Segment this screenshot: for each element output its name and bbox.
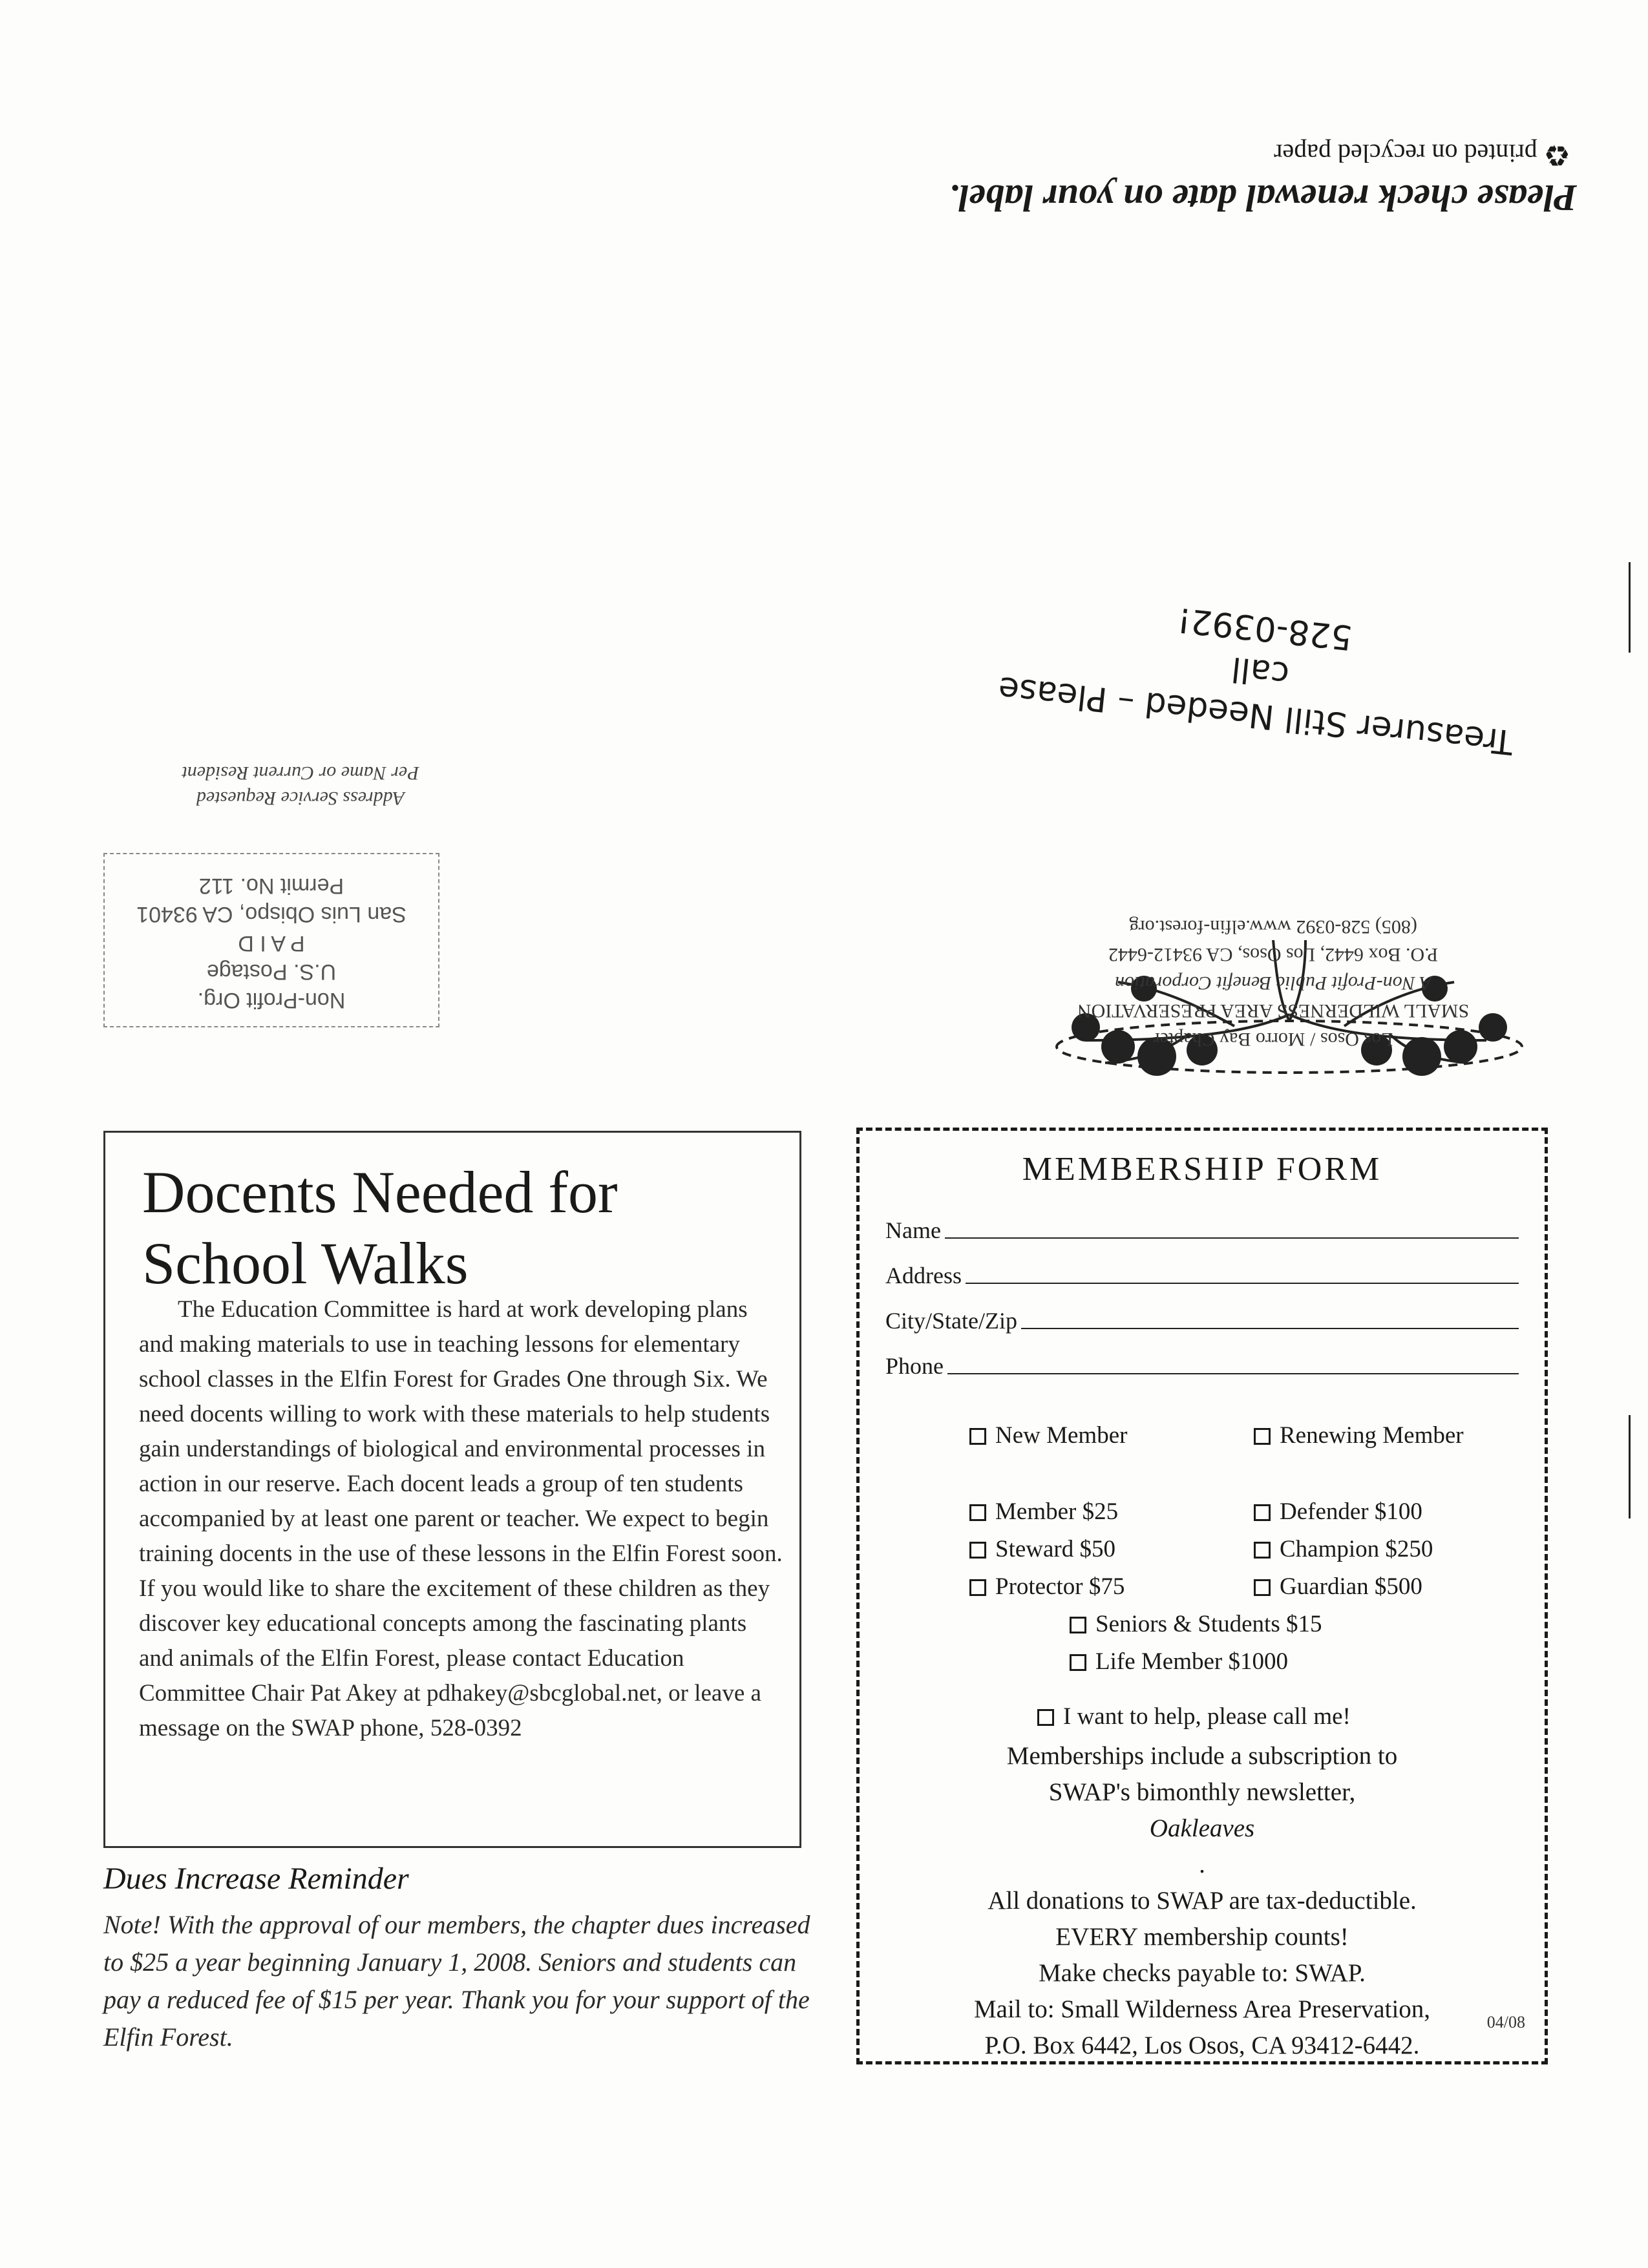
- recycled-note-row: [892, 138, 1577, 173]
- dues-reminder-text: Note! With the approval of our members, the chapter dues increased to $25 a year beginning January 1, 2008. Seniors and students can pay a reduced fee of $15 per year. Thank you for your support of the Elfin Forest.: [103, 1910, 810, 2052]
- life-member-label: Life Member $1000: [1095, 1648, 1288, 1675]
- note-checks: Make checks payable to: SWAP.: [1039, 1959, 1366, 1987]
- checkbox[interactable]: [969, 1504, 986, 1521]
- postage-line-5: Permit No. 112: [198, 874, 344, 899]
- scan-mark: [1629, 1415, 1631, 1518]
- docents-headline: [142, 1157, 776, 1299]
- new-member-label: New Member: [995, 1422, 1128, 1449]
- docents-headline-line-2: School Walks: [142, 1230, 469, 1296]
- address-label: Address: [885, 1263, 962, 1288]
- checkbox[interactable]: [1254, 1579, 1271, 1596]
- note-tax: All donations to SWAP are tax-deductible.: [988, 1887, 1417, 1915]
- org-address: P.O. Box 6442, Los Osos, CA 93412-6442: [1108, 944, 1439, 966]
- member-25-option[interactable]: [969, 1498, 1118, 1526]
- life-member-option[interactable]: [1070, 1648, 1288, 1675]
- defender-100-option[interactable]: [1254, 1498, 1422, 1526]
- postage-line-3: P A I D: [238, 930, 305, 956]
- form-version-code: 04/08: [1486, 2013, 1525, 2032]
- name-label: Name: [885, 1217, 941, 1243]
- dues-reminder-title: Dues Increase Reminder: [103, 1862, 409, 1896]
- defender-100-label: Defender $100: [1280, 1498, 1422, 1525]
- recycle-icon: ♻: [1543, 138, 1570, 171]
- docents-paragraph: The Education Committee is hard at work developing plans and making materials to use in teaching lessons for elementary school classes in the Elfin Forest for Grades One through Six. We need docents willing to work with these materials to help students gain understandings of biological and environmental processes in action in our reserve. Each docent leads a group of ten students accompanied by at least one parent or teacher. We expect to begin training docents in the use of these lessons in the Elfin Forest soon. If you would like to share the excitement of these children as they discover key educational concepts among the fascinating plants and animals of the Elfin Forest, please contact Education Committee Chair Pat Akey at pdhakey@sbcglobal.net, or leave a message on the SWAP phone, 528-0392: [139, 1296, 783, 1741]
- steward-50-label: Steward $50: [995, 1536, 1115, 1562]
- name-line[interactable]: [945, 1237, 1519, 1239]
- docents-article-body: [139, 1292, 785, 1746]
- note-newsletter-text: SWAP's bimonthly newsletter,: [1048, 1778, 1356, 1806]
- docents-headline-line-1: Docents Needed for: [142, 1159, 618, 1225]
- org-type: A Non-Profit Public Benefit Corporation: [1115, 972, 1431, 994]
- membership-form-title: MEMBERSHIP FORM: [1022, 1151, 1382, 1188]
- checkbox[interactable]: [969, 1428, 986, 1445]
- city-state-zip-field[interactable]: [885, 1296, 1519, 1334]
- champion-250-option[interactable]: [1254, 1535, 1433, 1563]
- renewing-member-option[interactable]: [1254, 1422, 1464, 1449]
- renewing-member-label: Renewing Member: [1280, 1422, 1464, 1449]
- postage-indicia: [103, 853, 439, 1027]
- address-service-line-1: Address Service Requested: [196, 788, 405, 809]
- protector-75-label: Protector $75: [995, 1573, 1125, 1600]
- phone-line[interactable]: [947, 1372, 1519, 1374]
- checkbox[interactable]: [1070, 1654, 1086, 1671]
- member-25-label: Member $25: [995, 1498, 1119, 1525]
- seniors-students-label: Seniors & Students $15: [1095, 1611, 1322, 1637]
- want-to-help-label: I want to help, please call me!: [1063, 1703, 1351, 1730]
- checkbox[interactable]: [1254, 1504, 1271, 1521]
- steward-50-option[interactable]: [969, 1535, 1115, 1563]
- seniors-students-option[interactable]: [1070, 1610, 1322, 1638]
- protector-75-option[interactable]: [969, 1573, 1125, 1601]
- note-mail-to: Mail to: Small Wilderness Area Preservation,: [973, 1995, 1431, 2023]
- city-state-zip-label: City/State/Zip: [885, 1308, 1017, 1334]
- name-field[interactable]: [885, 1205, 1519, 1244]
- postage-line-4: San Luis Obispo, CA 93401: [136, 902, 407, 927]
- membership-notes: [866, 1738, 1538, 2064]
- note-subscription: Memberships include a subscription to: [1006, 1742, 1398, 1770]
- want-to-help-option[interactable]: [1037, 1703, 1351, 1730]
- city-state-zip-line[interactable]: [1021, 1327, 1519, 1329]
- champion-250-label: Champion $250: [1280, 1536, 1433, 1562]
- phone-label: Phone: [885, 1353, 944, 1379]
- postage-line-1: Non-Profit Org.: [197, 988, 346, 1013]
- treasurer-line-1: Treasurer Still Needed – Please call: [996, 649, 1516, 762]
- checkbox[interactable]: [1254, 1542, 1271, 1559]
- address-line[interactable]: [966, 1282, 1519, 1284]
- address-service-label: [149, 762, 452, 811]
- org-contact: (805) 528-0392 www.elfin-forest.org: [1129, 916, 1417, 938]
- guardian-500-label: Guardian $500: [1280, 1573, 1422, 1600]
- newsletter-title: Oakleaves: [1149, 1814, 1255, 1842]
- postage-line-2: U.S. Postage: [206, 959, 337, 984]
- org-return-address: [1008, 879, 1538, 1053]
- treasurer-line-2: 528-0392!: [1176, 600, 1355, 657]
- org-chapter: Los Osos / Morro Bay Chapter: [1153, 1029, 1393, 1050]
- new-member-option[interactable]: [969, 1422, 1127, 1449]
- scan-mark: [1629, 562, 1631, 653]
- note-mail-address: P.O. Box 6442, Los Osos, CA 93412-6442.: [984, 2032, 1420, 2059]
- renewal-notice: Please check renewal date on your label.: [949, 177, 1577, 219]
- note-newsletter-end: .: [1199, 1851, 1205, 1878]
- checkbox[interactable]: [969, 1579, 986, 1596]
- treasurer-needed-notice: [964, 578, 1556, 767]
- checkbox[interactable]: [1070, 1617, 1086, 1633]
- address-field[interactable]: [885, 1250, 1519, 1289]
- checkbox[interactable]: [969, 1542, 986, 1559]
- checkbox[interactable]: [1254, 1428, 1271, 1445]
- checkbox[interactable]: [1037, 1709, 1054, 1726]
- phone-field[interactable]: [885, 1341, 1519, 1380]
- address-service-line-2: Per Name or Current Resident: [182, 762, 419, 784]
- note-counts: EVERY membership counts!: [1055, 1923, 1349, 1951]
- note-newsletter: [866, 1774, 1538, 1883]
- recycled-note: printed on recycled paper: [1274, 139, 1537, 168]
- guardian-500-option[interactable]: [1254, 1573, 1422, 1601]
- renewal-notice-block: [892, 136, 1577, 220]
- org-name: SMALL WILDERNESS AREA PRESERVATION: [1077, 1000, 1470, 1022]
